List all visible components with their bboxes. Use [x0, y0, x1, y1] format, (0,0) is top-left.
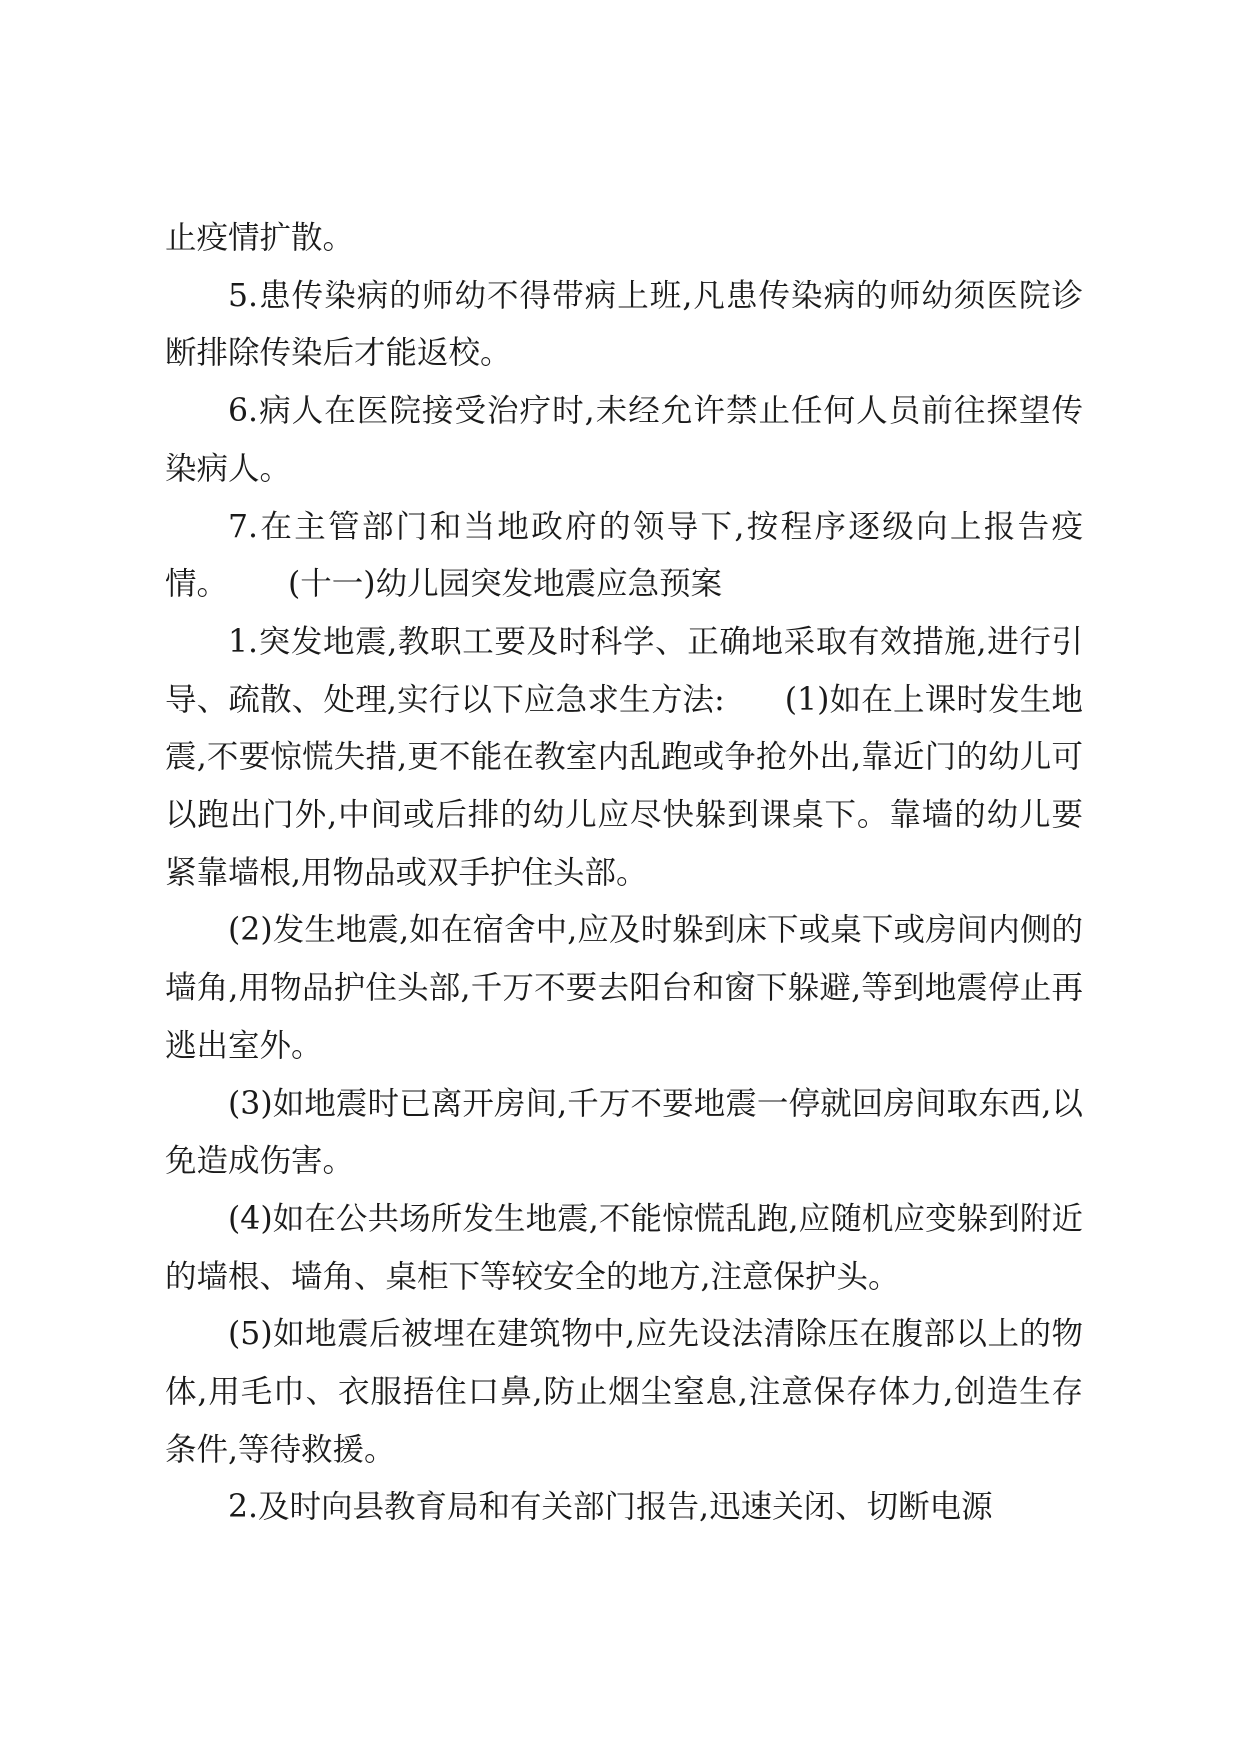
paragraph-text: 1.突发地震,教职工要及时科学、正确地采取有效措施,进行引导、疏散、处理,实行以下应急求生方法: — [165, 623, 1083, 718]
paragraph-text: 2.及时向县教育局和有关部门报告,迅速关闭、切断电源 — [228, 1489, 993, 1526]
paragraph-item-7 — [165, 499, 1083, 614]
paragraph-sub-item-3 — [165, 1076, 1083, 1191]
sub-item-1: (1)如在上课时发生地震,不要惊慌失措,更不能在教室内乱跑或争抢外出,靠近门的幼儿可以跑出门外,中间或后排的幼儿应尽快躲到课桌下。靠墙的幼儿要紧靠墙根,用物品或双手护住头部。 — [165, 681, 1083, 891]
paragraph-text: 6.病人在医院接受治疗时,未经允许禁止任何人员前往探望传染病人。 — [165, 393, 1083, 487]
paragraph-item-5 — [165, 268, 1083, 383]
paragraph-sub-item-4 — [165, 1191, 1083, 1306]
paragraph-earthquake-item-1 — [165, 614, 1083, 903]
paragraph-sub-item-2 — [165, 902, 1083, 1075]
paragraph-text: 5.患传染病的师幼不得带病上班,凡患传染病的师幼须医院诊断排除传染后才能返校。 — [165, 277, 1083, 372]
paragraph-earthquake-item-2 — [165, 1479, 1083, 1537]
paragraph-text: (3)如地震时已离开房间,千万不要地震一停就回房间取东西,以免造成伤害。 — [165, 1085, 1083, 1180]
paragraph-epidemic-spread — [165, 210, 1083, 268]
paragraph-text: 7.在主管部门和当地政府的领导下,按程序逐级向上报告疫情。 — [165, 508, 1083, 603]
document-body — [165, 210, 1083, 1537]
paragraph-text: (5)如地震后被埋在建筑物中,应先设法清除压在腹部以上的物体,用毛巾、衣服捂住口鼻,防止烟尘窒息,注意保存体力,创造生存条件,等待救援。 — [165, 1316, 1083, 1468]
paragraph-sub-item-5 — [165, 1306, 1083, 1479]
paragraph-text: (2)发生地震,如在宿舍中,应及时躲到床下或桌下或房间内侧的墙角,用物品护住头部,千万不要去阳台和窗下躲避,等到地震停止再逃出室外。 — [165, 912, 1083, 1064]
paragraph-text: 止疫情扩散。 — [165, 220, 355, 256]
section-heading-earthquake-plan: (十一)幼儿园突发地震应急预案 — [288, 566, 723, 603]
paragraph-text: (4)如在公共场所发生地震,不能惊慌乱跑,应随机应变躲到附近的墙根、墙角、桌柜下等较安全的地方,注意保护头。 — [165, 1200, 1083, 1295]
paragraph-item-6 — [165, 383, 1083, 498]
